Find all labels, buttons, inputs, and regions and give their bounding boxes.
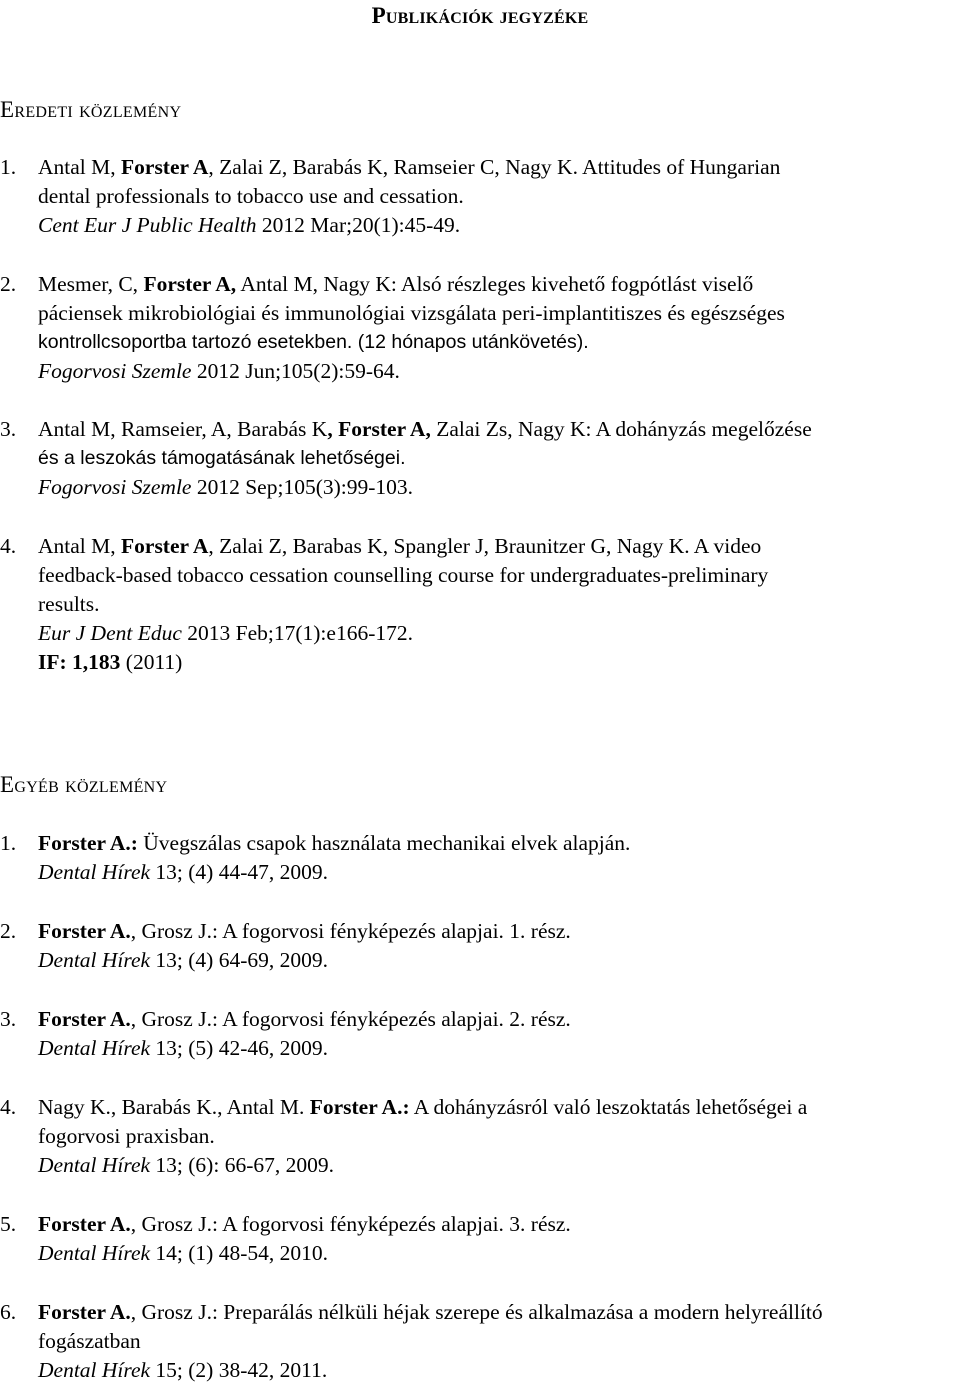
citation: 2012 Mar;20(1):45-49. bbox=[256, 213, 461, 237]
highlighted-author: Forster A. bbox=[38, 919, 131, 943]
entry-number: 3. bbox=[0, 417, 17, 441]
entry-number: 1. bbox=[0, 155, 17, 179]
highlighted-author: Forster A bbox=[121, 534, 209, 558]
journal-name: Fogorvosi Szemle bbox=[38, 475, 192, 499]
entry-number: 5. bbox=[0, 1212, 17, 1236]
entry-text: , Zalai Z, Barabás K, Ramseier C, Nagy K. Attitudes of Hungarian bbox=[208, 155, 781, 179]
section-heading-other: Egyéb közlemény bbox=[0, 772, 168, 797]
entry-number: 4. bbox=[0, 534, 17, 558]
authors: Antal M, bbox=[38, 534, 116, 558]
entry-text: Antal M, Nagy K: Alsó részleges kivehető fogpótlást viselő bbox=[236, 272, 754, 296]
section-heading-original: Eredeti közlemény bbox=[0, 97, 182, 122]
entry-text: feedback-based tobacco cessation counselling course for undergraduates-preliminary bbox=[38, 563, 769, 587]
entry-number: 2. bbox=[0, 272, 17, 296]
journal-name: Fogorvosi Szemle bbox=[38, 359, 192, 383]
highlighted-author: Forster A. bbox=[38, 1007, 131, 1031]
journal-name: Eur J Dent Educ bbox=[38, 621, 182, 645]
highlighted-author: Forster A, bbox=[143, 272, 237, 296]
highlighted-author: Forster A bbox=[121, 155, 209, 179]
journal-name: Dental Hírek bbox=[38, 948, 151, 972]
entry-text: fogorvosi praxisban. bbox=[38, 1124, 215, 1148]
entry-number: 3. bbox=[0, 1007, 17, 1031]
highlighted-author: Forster A. bbox=[38, 1212, 131, 1236]
entry-number: 6. bbox=[0, 1300, 17, 1324]
entry-text: dental professionals to tobacco use and cessation. bbox=[38, 184, 464, 208]
authors: Antal M, bbox=[38, 155, 116, 179]
entry-text: kontrollcsoportba tartozó esetekben. (12 hónapos utánkövetés). bbox=[38, 331, 589, 353]
entry-text: , Grosz J.: A fogorvosi fényképezés alapjai. 1. rész. bbox=[130, 919, 571, 943]
authors: Nagy K., Barabás K., Antal M. bbox=[38, 1095, 305, 1119]
entry-number: 1. bbox=[0, 831, 17, 855]
citation: 2012 Jun;105(2):59-64. bbox=[191, 359, 400, 383]
entry-text: , Zalai Z, Barabas K, Spangler J, Braunitzer G, Nagy K. A video bbox=[208, 534, 762, 558]
entry-text: , Grosz J.: Preparálás nélküli héjak szerepe és alkalmazása a modern helyreállító bbox=[130, 1300, 823, 1324]
citation: 2012 Sep;105(3):99-103. bbox=[191, 475, 414, 499]
entry-text: Üvegszálas csapok használata mechanikai elvek alapján. bbox=[137, 831, 631, 855]
journal-name: Dental Hírek bbox=[38, 1153, 151, 1177]
citation: 14; (1) 48-54, 2010. bbox=[150, 1241, 328, 1265]
entry-number: 2. bbox=[0, 919, 17, 943]
entry-text: A dohányzásról való leszoktatás lehetőségei a bbox=[409, 1095, 808, 1119]
page-title: Publikációk jegyzéke bbox=[371, 3, 589, 28]
citation: 15; (2) 38-42, 2011. bbox=[150, 1358, 328, 1382]
impact-factor: IF: 1,183 bbox=[38, 650, 121, 674]
highlighted-author: Forster A. bbox=[38, 1300, 131, 1324]
entry-text: , Grosz J.: A fogorvosi fényképezés alapjai. 2. rész. bbox=[130, 1007, 571, 1031]
journal-name: Dental Hírek bbox=[38, 1036, 151, 1060]
journal-name: Dental Hírek bbox=[38, 1241, 151, 1265]
entry-text: , Grosz J.: A fogorvosi fényképezés alapjai. 3. rész. bbox=[130, 1212, 571, 1236]
journal-name: Dental Hírek bbox=[38, 1358, 151, 1382]
citation: 13; (5) 42-46, 2009. bbox=[150, 1036, 328, 1060]
journal-name: Dental Hírek bbox=[38, 860, 151, 884]
citation: 13; (4) 64-69, 2009. bbox=[150, 948, 328, 972]
entry-text: és a leszokás támogatásának lehetőségei. bbox=[38, 447, 406, 469]
citation: 13; (4) 44-47, 2009. bbox=[150, 860, 328, 884]
citation: 13; (6): 66-67, 2009. bbox=[150, 1153, 334, 1177]
entry-text: páciensek mikrobiológiai és immunológiai vizsgálata peri-implantitiszes és egészséges bbox=[38, 301, 785, 325]
entry-number: 4. bbox=[0, 1095, 17, 1119]
impact-factor-year: (2011) bbox=[120, 650, 183, 674]
journal-name: Cent Eur J Public Health bbox=[38, 213, 257, 237]
entry-text: results. bbox=[38, 592, 100, 616]
citation: 2013 Feb;17(1):e166-172. bbox=[181, 621, 413, 645]
entry-text: fogászatban bbox=[38, 1329, 141, 1353]
authors: Antal M, Ramseier, A, Barabás K bbox=[38, 417, 328, 441]
highlighted-author: Forster A.: bbox=[38, 831, 138, 855]
entry-text: Zalai Zs, Nagy K: A dohányzás megelőzése bbox=[430, 417, 812, 441]
authors: Mesmer, C, bbox=[38, 272, 139, 296]
highlighted-author: , Forster A, bbox=[327, 417, 431, 441]
highlighted-author: Forster A.: bbox=[309, 1095, 410, 1119]
